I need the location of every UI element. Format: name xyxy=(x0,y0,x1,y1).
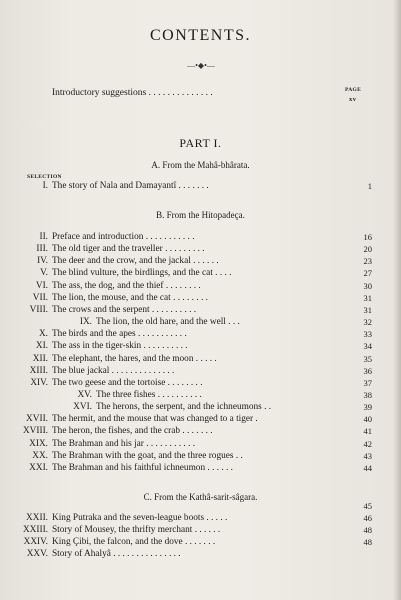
entry-title: The blind vulture, the birdlings, and the cat . . . . xyxy=(52,268,232,279)
entry-number: VI. xyxy=(35,280,48,291)
entry-number: III. xyxy=(36,244,48,255)
part-heading: PART I. xyxy=(179,136,222,150)
list-item xyxy=(0,292,401,304)
page-number: 1 xyxy=(367,181,372,191)
page-number: 39 xyxy=(363,402,372,413)
list-item xyxy=(0,524,401,536)
page-number: 37 xyxy=(363,377,372,388)
entry-number: XVI. xyxy=(73,402,92,413)
entry-title: The old tiger and the traveller . . . . . . . . . xyxy=(52,244,205,255)
entry-number: IX. xyxy=(79,317,92,328)
entry-number: XXI. xyxy=(29,462,48,473)
entry-title: The blue jackal . . . . . . . . . . . . . . xyxy=(52,365,175,376)
list-item xyxy=(0,280,401,292)
entry-number: I. xyxy=(42,181,48,191)
page-number: 30 xyxy=(363,280,372,291)
entry-title: The story of Nala and Damayantî . . . . . . . xyxy=(52,181,209,191)
list-item xyxy=(0,377,401,389)
entry-number: XXII. xyxy=(26,513,48,523)
entry-title: The elephant, the hares, and the moon . . . . . xyxy=(52,353,217,364)
list-item xyxy=(0,462,401,474)
list-item xyxy=(0,353,401,365)
intro-page-number: xv xyxy=(349,96,357,103)
list-item xyxy=(0,389,401,401)
page-number: 38 xyxy=(363,389,372,400)
entry-title: The Brahman and his faithful ichneumon . . . . . . xyxy=(52,462,233,473)
list-item xyxy=(0,548,401,560)
list-item xyxy=(0,328,401,340)
entry-title: The three fishes . . . . . . . . . . xyxy=(96,389,202,400)
entry-title: King Putraka and the seven-league boots . . . . . xyxy=(52,513,228,523)
entry-title: The ass in the tiger-skin . . . . . . . . . . xyxy=(52,341,188,352)
entry-number: IV. xyxy=(37,256,48,267)
list-item xyxy=(0,365,401,377)
entry-number: XIV. xyxy=(30,377,48,388)
list-item xyxy=(0,413,401,425)
entry-title: Story of Mousey, the thrifty merchant . . . . . . xyxy=(52,525,221,535)
ornament: —•◆•— xyxy=(187,61,215,70)
entry-title: The lion, the mouse, and the cat . . . . . . . . xyxy=(52,292,208,303)
entry-number: V. xyxy=(40,268,48,279)
entry-number: XVIII. xyxy=(22,426,48,437)
entry-title: The deer and the crow, and the jackal . . . . . . xyxy=(52,256,219,267)
list-item xyxy=(0,450,401,462)
page-number: 33 xyxy=(363,329,372,340)
page-gutter-shadow xyxy=(393,0,401,600)
page-number: 31 xyxy=(363,304,372,315)
entry-number: XII. xyxy=(32,353,48,364)
list-item xyxy=(0,180,401,192)
entry-title: The crows and the serpent . . . . . . . . . . xyxy=(52,304,197,315)
entry-number: XIII. xyxy=(29,365,48,376)
list-item xyxy=(0,255,401,267)
page-number: 48 xyxy=(363,537,372,547)
entry-number: XXIV. xyxy=(23,537,48,547)
list-item xyxy=(0,425,401,437)
page-number: 48 xyxy=(363,525,372,535)
entry-number: XX. xyxy=(32,450,48,461)
entry-number: XI. xyxy=(35,341,48,352)
page-number: 34 xyxy=(363,341,372,352)
entry-title: The birds and the apes . . . . . . . . . . . xyxy=(52,329,187,340)
entry-number: XVII. xyxy=(26,414,48,425)
entry-title: The Brahman and his jar . . . . . . . . . . . xyxy=(52,438,196,449)
list-item xyxy=(0,304,401,316)
entry-title: The herons, the serpent, and the ichneumons . . xyxy=(96,402,272,413)
list-item xyxy=(0,340,401,352)
entry-title: The heron, the fishes, and the crab . . . . . . . xyxy=(52,426,213,437)
list-item xyxy=(0,512,401,524)
page-title: CONTENTS. xyxy=(149,27,252,44)
section-heading-b: B. From the Hitopadeça. xyxy=(156,210,245,220)
entry-title: The hermit, and the mouse that was changed to a tiger . xyxy=(52,414,258,425)
list-item xyxy=(0,316,401,328)
intro-line: Introductory suggestions . . . . . . . . . . . . . . xyxy=(52,88,213,98)
entry-title: Preface and introduction . . . . . . . . . . . xyxy=(52,232,195,242)
entry-title: The ass, the dog, and the thief . . . . . . . . xyxy=(52,280,201,291)
page-number: 42 xyxy=(363,438,372,449)
list-item xyxy=(0,401,401,413)
page-number: 46 xyxy=(363,513,372,523)
entry-number: XIX. xyxy=(29,438,48,449)
page-number: 40 xyxy=(363,414,372,425)
entry-title: The Brahman with the goat, and the three rogues . . xyxy=(52,450,243,461)
list-item xyxy=(0,536,401,548)
selection-column-label: SELECTION xyxy=(27,174,62,180)
entry-number: XXIII. xyxy=(22,525,48,535)
page-number: 43 xyxy=(363,450,372,461)
list-item xyxy=(0,231,401,243)
page-number: 31 xyxy=(363,292,372,303)
page-column-label: PAGE xyxy=(345,87,362,93)
page-number: 41 xyxy=(363,426,372,437)
entry-number: XV. xyxy=(77,389,92,400)
page-number: 23 xyxy=(363,256,372,267)
entry-title: The two geese and the tortoise . . . . . . . . xyxy=(52,377,203,388)
page-number: 32 xyxy=(363,317,372,328)
section-heading-c: C. From the Kathâ-sarit-sâgara. xyxy=(143,492,258,502)
page-number: 20 xyxy=(363,244,372,255)
entry-number: XXV. xyxy=(26,549,48,559)
entry-title: Story of Ahalyâ . . . . . . . . . . . . . . . xyxy=(52,549,181,559)
page-number: 44 xyxy=(363,462,372,473)
page-number: 16 xyxy=(363,232,372,242)
list-item xyxy=(0,438,401,450)
page-number: 35 xyxy=(363,353,372,364)
list-item xyxy=(0,267,401,279)
page-number: 36 xyxy=(363,365,372,376)
entry-number: VIII. xyxy=(29,304,48,315)
entry-number: VII. xyxy=(32,292,48,303)
entry-title: The lion, the old hare, and the well . . . xyxy=(96,317,240,328)
page-number: 45 xyxy=(363,501,372,511)
entry-title: King Çibi, the falcon, and the dove . . . . . . . xyxy=(52,537,216,547)
entry-number: II. xyxy=(39,232,48,242)
entry-number: X. xyxy=(38,329,48,340)
page-number: 27 xyxy=(363,268,372,279)
section-heading-a: A. From the Mahâ-bhârata. xyxy=(151,160,250,170)
list-item xyxy=(0,243,401,255)
